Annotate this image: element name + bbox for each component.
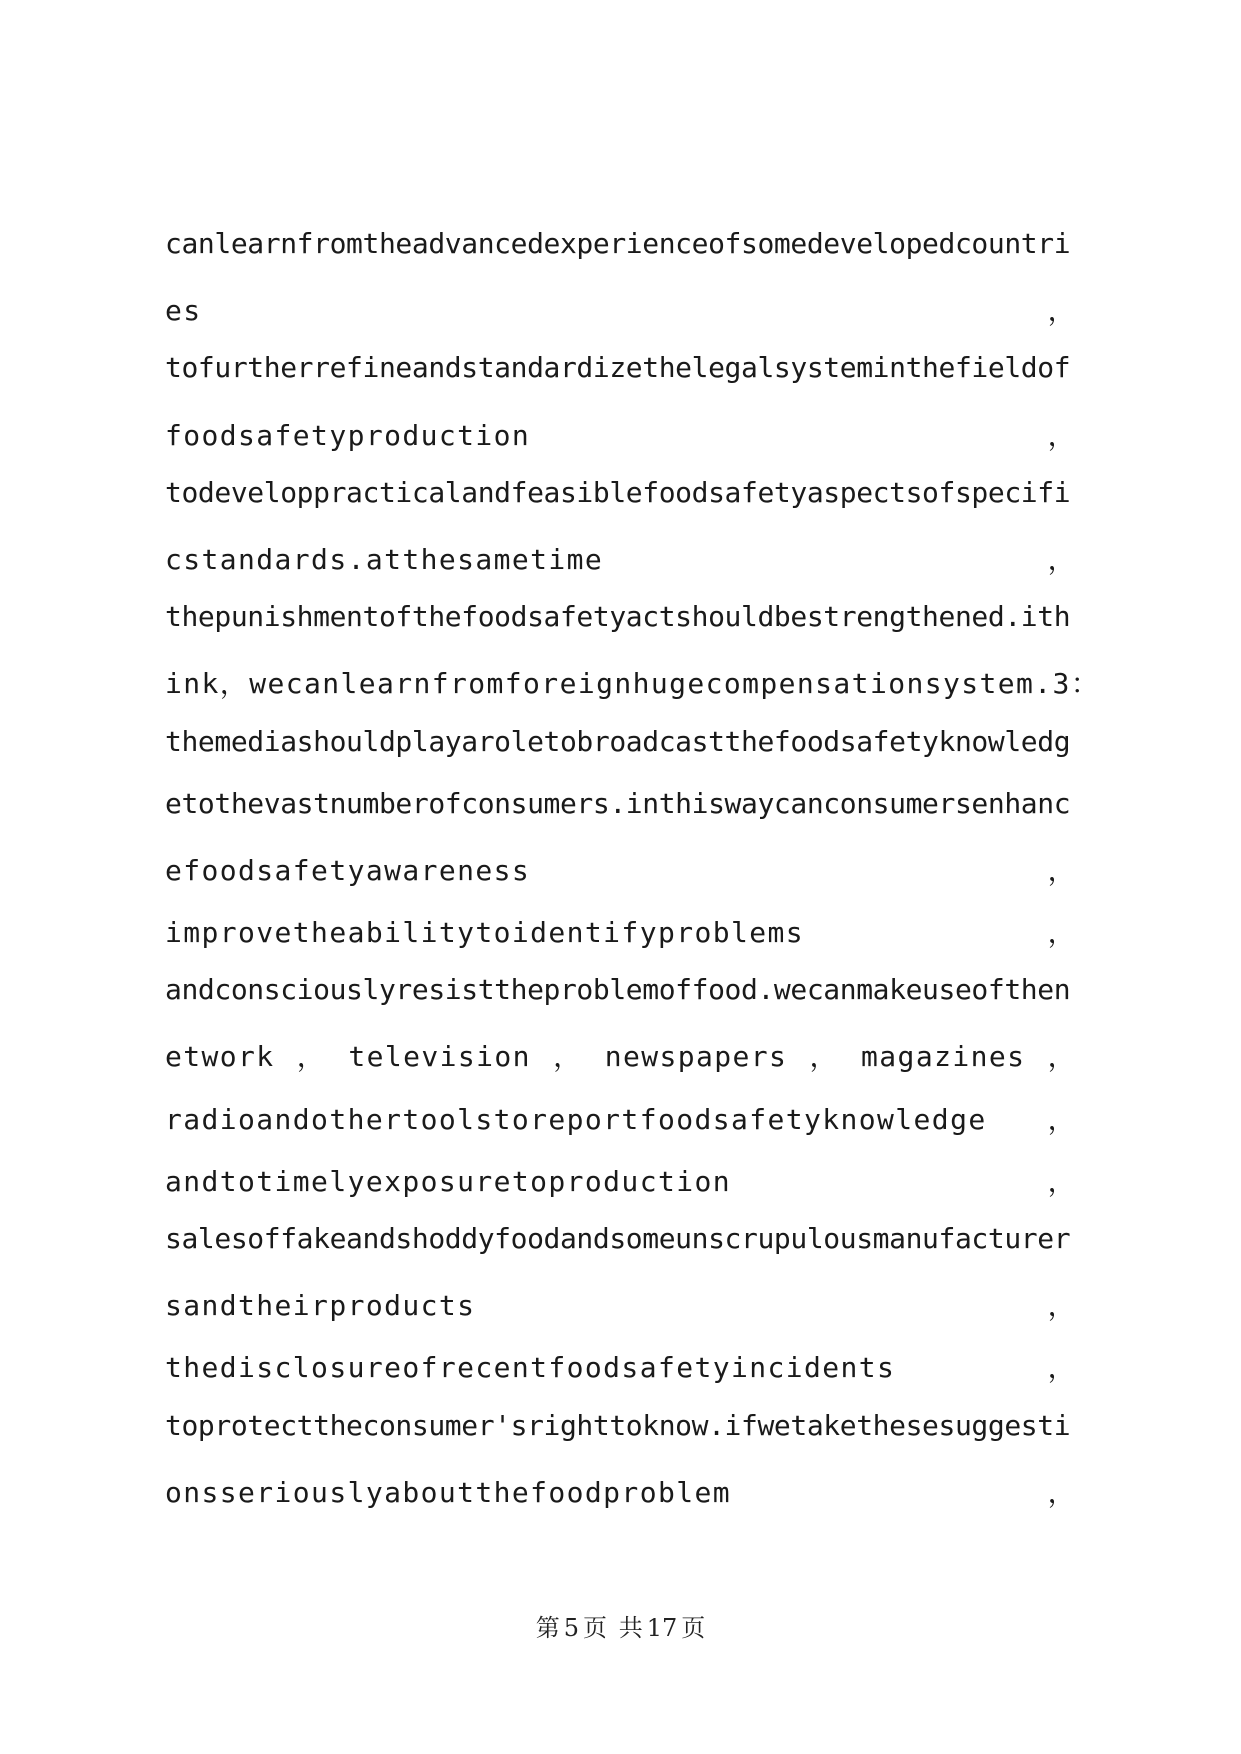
text-segment: onsseriouslyaboutthefoodproblem [165, 1475, 731, 1509]
text-segment: tofurtherrefineandstandardizethelegalsysteminthefieldof [165, 351, 1071, 385]
text-segment: toprotecttheconsumer'srighttoknow.ifwetakethesesuggesti [165, 1408, 1071, 1442]
text-segment: improvetheabilitytoidentifyproblems [165, 916, 805, 950]
text-line [165, 227, 1077, 289]
footer-total-pages: 17 [646, 1614, 678, 1642]
text-segment: thepunishmentofthefoodsafetyactshouldbestrengthened.ith [165, 600, 1071, 634]
text-line [165, 600, 1077, 662]
footer-prefix: 第 [535, 1614, 560, 1642]
text-line [165, 662, 1101, 724]
text-segment: radioandothertoolstoreportfoodsafetyknowledge [165, 1102, 987, 1136]
text-line [165, 1222, 1077, 1284]
footer-page-word: 页 [583, 1614, 608, 1642]
text-segment: ： [1070, 667, 1101, 701]
text-segment: cstandards.atthesametime [165, 542, 604, 576]
text-line [165, 1284, 1077, 1346]
text-segment: etwork [165, 1040, 275, 1074]
text-line [165, 849, 1077, 911]
text-segment: sandtheirproducts [165, 1289, 476, 1323]
text-segment: ， [1047, 294, 1077, 328]
text-line [165, 911, 1077, 973]
text-segment: efoodsafetyawareness [165, 853, 531, 887]
text-line [165, 1471, 1077, 1533]
text-segment: wecanlearnfromforeignhugecompensationsystem.3 [249, 667, 1071, 701]
text-segment: magazines [861, 1040, 1026, 1074]
text-segment: ， [1047, 1164, 1077, 1198]
text-line [165, 289, 1077, 351]
text-segment: ink [165, 667, 220, 701]
text-line [165, 1160, 1077, 1222]
page-footer [0, 1608, 1241, 1643]
text-line [165, 1409, 1077, 1471]
text-segment: ， [1047, 853, 1077, 887]
text-line [165, 1346, 1077, 1408]
text-segment: todeveloppracticalandfeasiblefoodsafetyaspectsofspecifi [165, 475, 1071, 509]
text-segment: andtotimelyexposuretoproduction [165, 1164, 731, 1198]
text-segment: ， [1047, 1475, 1077, 1509]
text-segment: ， [1047, 1289, 1077, 1323]
text-line [165, 538, 1077, 600]
text-line [165, 725, 1077, 787]
text-segment: thedisclosureofrecentfoodsafetyincidents [165, 1351, 896, 1385]
text-segment: ， [809, 1040, 839, 1074]
text-line [165, 1098, 1077, 1160]
text-segment: andconsciouslyresisttheproblemoffood.wecanmakeuseofthen [165, 973, 1071, 1007]
footer-total-suffix: 页 [681, 1614, 706, 1642]
text-segment: ， [1047, 1102, 1077, 1136]
text-segment: ， [1047, 1351, 1077, 1385]
text-segment: ， [1047, 418, 1077, 452]
text-segment: newspapers [604, 1040, 788, 1074]
text-segment: salesoffakeandshoddyfoodandsomeunscrupulousmanufacturer [165, 1222, 1071, 1255]
text-segment: etothevastnumberofconsumers.inthiswaycanconsumersenhanc [165, 786, 1071, 820]
text-segment: ， [219, 667, 250, 701]
text-segment: ， [1047, 542, 1077, 576]
text-segment: ， [1047, 916, 1077, 950]
text-line [165, 351, 1077, 413]
text-line [165, 787, 1077, 849]
text-line [165, 973, 1077, 1035]
text-line [165, 414, 1077, 476]
footer-current-page: 5 [563, 1614, 580, 1642]
text-segment: es [165, 294, 202, 328]
text-segment: television [348, 1040, 531, 1074]
text-segment: foodsafetyproduction [165, 418, 531, 452]
body-text [165, 227, 1101, 1533]
text-segment: canlearnfromtheadvancedexperienceofsomedevelopedcountri [165, 227, 1071, 260]
text-line [165, 1035, 1077, 1097]
text-segment: ， [296, 1040, 327, 1074]
text-segment: themediashouldplayaroletobroadcastthefoodsafetyknowledg [165, 724, 1071, 758]
text-segment: ， [1047, 1040, 1077, 1074]
footer-total-prefix: 共 [618, 1614, 643, 1642]
text-line [165, 476, 1077, 538]
text-segment: ， [553, 1040, 583, 1074]
